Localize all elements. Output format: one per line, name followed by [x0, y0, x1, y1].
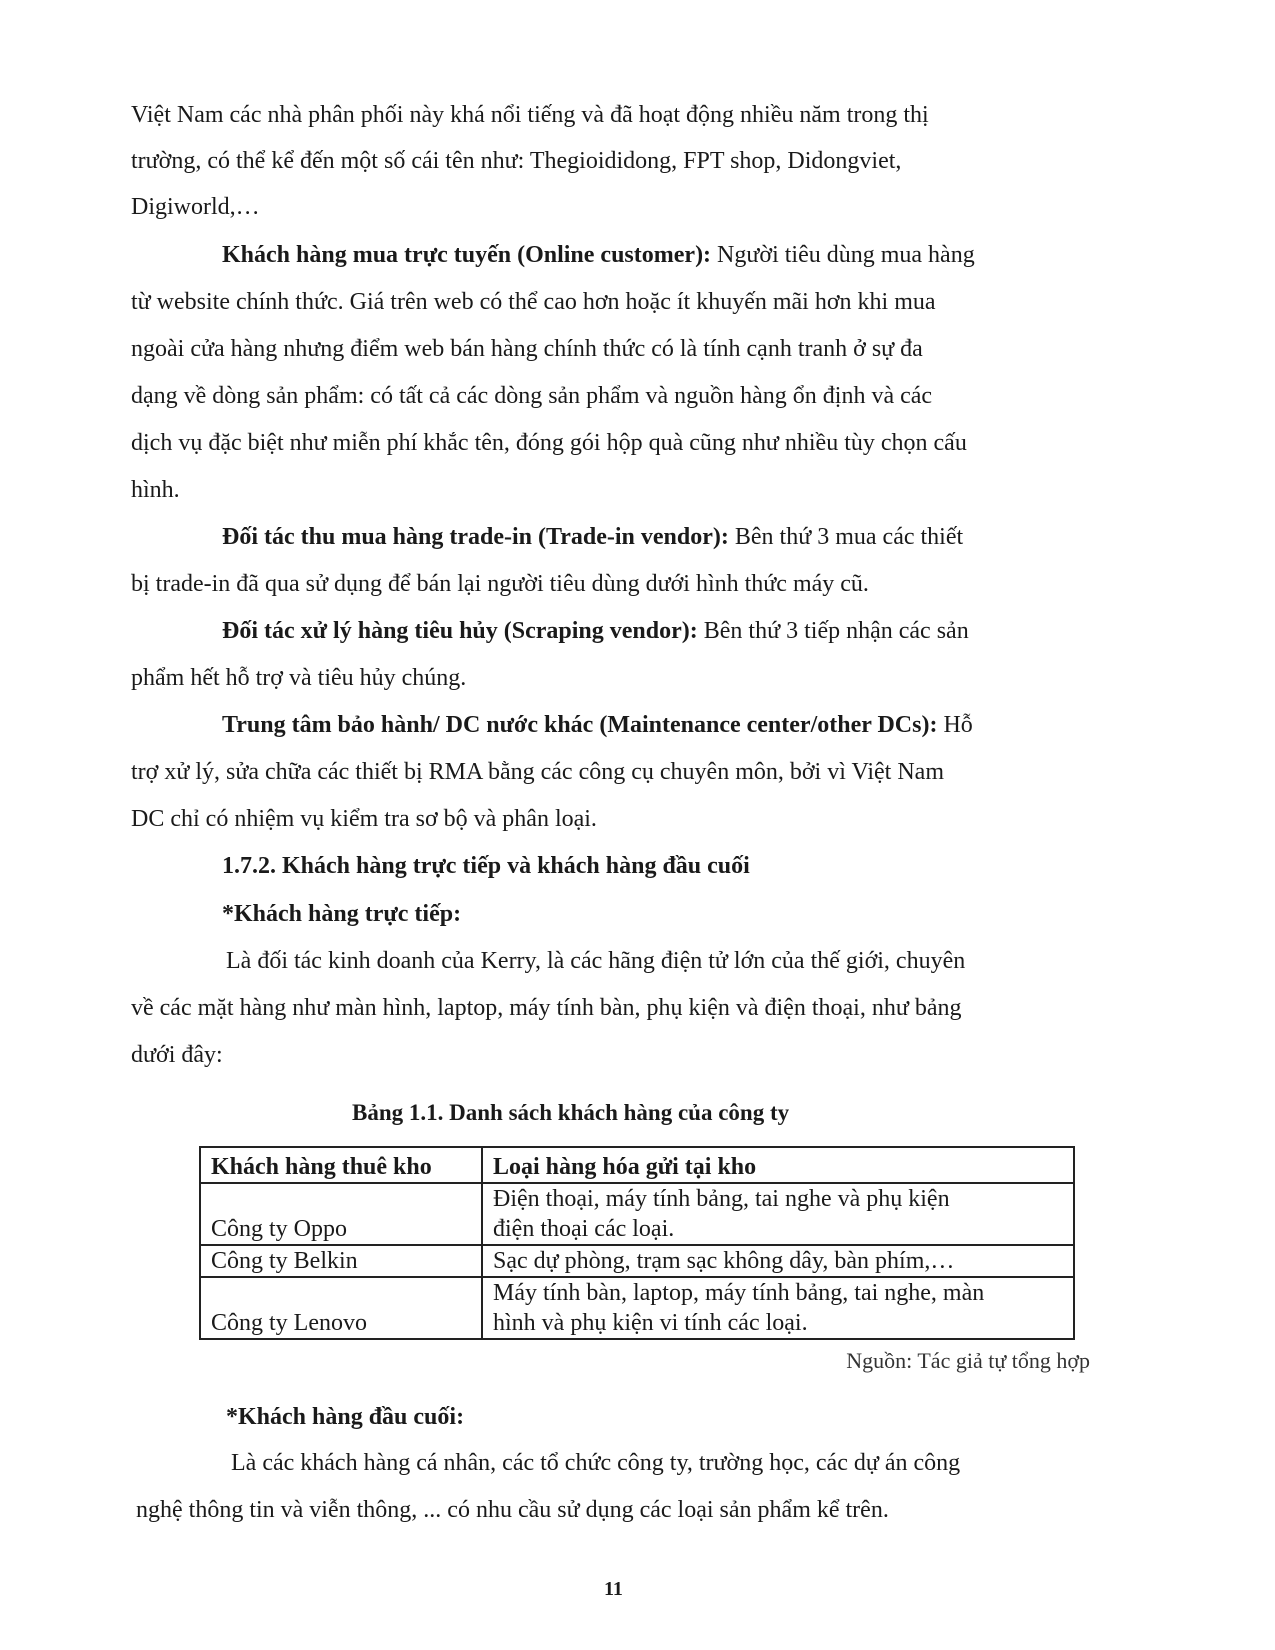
customer-name: Công ty Lenovo	[200, 1277, 482, 1339]
goods-line: hình và phụ kiện vi tính các loại.	[493, 1310, 808, 1336]
direct-line-1: Là đối tác kinh doanh của Kerry, là các hãng điện tử lớn của thế giới, chuyên	[226, 948, 966, 974]
maintenance-term: Trung tâm bảo hành/ DC nước khác (Maintenance center/other DCs):	[222, 712, 938, 738]
customer-name: Công ty Oppo	[200, 1183, 482, 1245]
goods-line: Máy tính bàn, laptop, máy tính bảng, tai nghe, màn	[493, 1280, 985, 1306]
scraping-line-2: phẩm hết hỗ trợ và tiêu hủy chúng.	[131, 665, 467, 691]
trade-in-line-1	[222, 522, 963, 552]
table-caption: Bảng 1.1. Danh sách khách hàng của công ty	[352, 1100, 790, 1125]
online-customer-line-2: từ website chính thức. Giá trên web có thể cao hơn hoặc ít khuyến mãi hơn khi mua	[131, 289, 936, 315]
table-row	[200, 1245, 1074, 1277]
goods-line: Điện thoại, máy tính bảng, tai nghe và phụ kiện	[493, 1186, 950, 1212]
customer-table	[199, 1146, 1075, 1340]
online-customer-line-4: dạng về dòng sản phẩm: có tất cả các dòng sản phẩm và nguồn hàng ổn định và các	[131, 383, 933, 409]
direct-customer-heading: *Khách hàng trực tiếp:	[222, 901, 462, 927]
table-source: Nguồn: Tác giả tự tổng hợp	[846, 1348, 1090, 1373]
online-customer-line-3: ngoài cửa hàng nhưng điểm web bán hàng chính thức có là tính cạnh tranh ở sự đa	[131, 336, 923, 362]
scraping-desc: Bên thứ 3 tiếp nhận các sản	[697, 618, 969, 644]
direct-line-3: dưới đây:	[131, 1042, 223, 1068]
table-header-row	[200, 1147, 1074, 1183]
trade-in-desc: Bên thứ 3 mua các thiết	[728, 524, 964, 550]
maintenance-line-2: trợ xử lý, sửa chữa các thiết bị RMA bằng các công cụ chuyên môn, bởi vì Việt Nam	[131, 759, 944, 785]
online-customer-term: Khách hàng mua trực tuyến (Online customer):	[222, 242, 712, 268]
online-customer-line-6: hình.	[131, 477, 180, 503]
goods-line: Sạc dự phòng, trạm sạc không dây, bàn phím,…	[493, 1248, 955, 1274]
goods-cell	[482, 1277, 1074, 1339]
customer-name: Công ty Belkin	[200, 1245, 482, 1277]
header-customer: Khách hàng thuê kho	[200, 1147, 482, 1183]
direct-line-2: về các mặt hàng như màn hình, laptop, máy tính bàn, phụ kiện và điện thoại, như bảng	[131, 995, 962, 1021]
header-goods: Loại hàng hóa gửi tại kho	[482, 1147, 1074, 1183]
goods-line: điện thoại các loại.	[493, 1216, 675, 1242]
end-customer-line-1: Là các khách hàng cá nhân, các tổ chức công ty, trường học, các dự án công	[231, 1450, 961, 1476]
goods-cell	[482, 1245, 1074, 1277]
maintenance-line-3: DC chỉ có nhiệm vụ kiểm tra sơ bộ và phân loại.	[131, 806, 597, 832]
table-row	[200, 1277, 1074, 1339]
page-number: 11	[604, 1578, 623, 1600]
maintenance-line-1	[222, 710, 973, 740]
scraping-term: Đối tác xử lý hàng tiêu hủy (Scraping vendor):	[222, 618, 698, 644]
online-customer-line-1	[222, 240, 975, 270]
maintenance-desc: Hỗ	[937, 712, 973, 738]
trade-in-line-2: bị trade-in đã qua sử dụng để bán lại người tiêu dùng dưới hình thức máy cũ.	[131, 571, 869, 597]
scraping-line-1	[222, 616, 969, 646]
end-customer-heading: *Khách hàng đầu cuối:	[226, 1404, 465, 1430]
online-customer-desc: Người tiêu dùng mua hàng	[711, 242, 975, 268]
intro-line-2: trường, có thể kể đến một số cái tên như: Thegioididong, FPT shop, Didongviet,	[131, 148, 902, 174]
goods-cell	[482, 1183, 1074, 1245]
end-customer-line-2: nghệ thông tin và viễn thông, ... có nhu cầu sử dụng các loại sản phẩm kể trên.	[136, 1497, 889, 1523]
online-customer-line-5: dịch vụ đặc biệt như miễn phí khắc tên, đóng gói hộp quà cũng như nhiều tùy chọn cấu	[131, 430, 967, 456]
trade-in-term: Đối tác thu mua hàng trade-in (Trade-in vendor):	[222, 524, 729, 550]
table-row	[200, 1183, 1074, 1245]
intro-line-1: Việt Nam các nhà phân phối này khá nổi tiếng và đã hoạt động nhiều năm trong thị	[131, 102, 929, 128]
intro-line-3: Digiworld,…	[131, 194, 260, 220]
section-heading: 1.7.2. Khách hàng trực tiếp và khách hàng đầu cuối	[222, 853, 750, 879]
